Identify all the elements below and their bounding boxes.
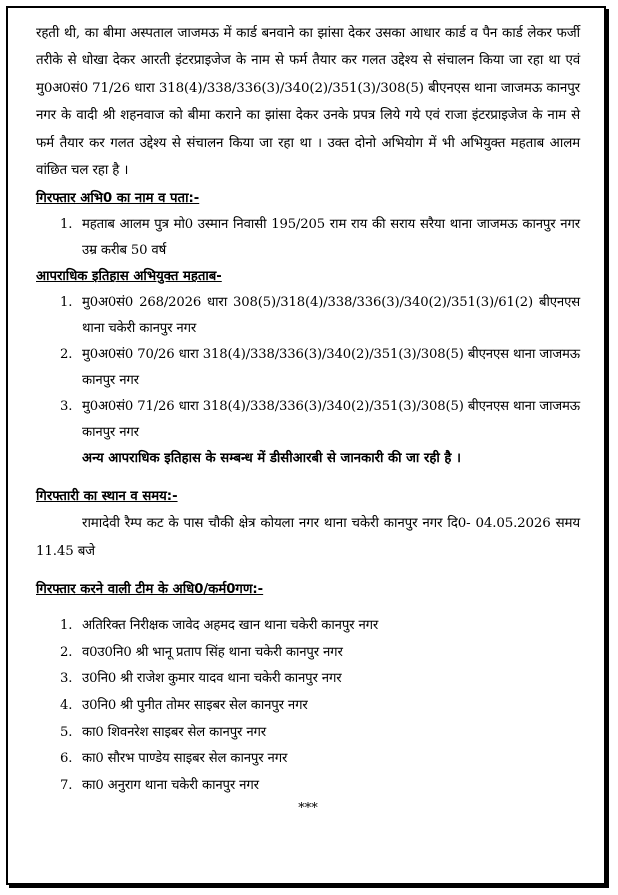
item-number: 1.: [60, 217, 73, 233]
history-list: [36, 290, 580, 446]
list-item: [36, 613, 580, 640]
arrested-list: [36, 212, 580, 264]
list-item: [36, 342, 580, 394]
place-text: रामादेवी रैम्प कट के पास चौकी क्षेत्र कोयला नगर थाना चकेरी कानपुर नगर दि0- 04.05.2026 समय 11.45 बजे: [36, 516, 580, 559]
item-number: 2.: [60, 347, 73, 363]
item-number: 1.: [60, 618, 73, 634]
item-number: 3.: [60, 671, 73, 687]
list-item: [36, 212, 580, 264]
document-content: [36, 20, 580, 819]
item-text: व0उ0नि0 श्री भानू प्रताप सिंह थाना चकेरी कानपुर नगर: [82, 644, 343, 660]
history-note: अन्य आपराधिक इतिहास के सम्बन्ध में डीसीआरबी से जानकारी की जा रही है ।: [82, 451, 461, 467]
arrested-heading: गिरफ्तार अभि0 का नाम व पता:-: [36, 191, 200, 207]
item-text: उ0नि0 श्री पुनीत तोमर साइबर सेल कानपुर नगर: [82, 698, 308, 714]
item-text: मु0अ0सं0 71/26 धारा 318(4)/338/336(3)/340(2)/351(3)/308(5) बीएनएस थाना जाजमऊ कानपुर नगर: [82, 399, 580, 441]
list-item: [36, 290, 580, 342]
item-number: 3.: [60, 399, 73, 415]
item-number: 7.: [60, 777, 73, 793]
list-item: [36, 640, 580, 667]
item-text: अतिरिक्त निरीक्षक जावेद अहमद खान थाना चकेरी कानपुर नगर: [82, 618, 379, 634]
place-heading: गिरफ्तारी का स्थान व समय:-: [36, 489, 178, 505]
item-text: का0 अनुराग थाना चकेरी कानपुर नगर: [82, 777, 259, 793]
item-text: का0 शिवनरेश साइबर सेल कानपुर नगर: [82, 724, 267, 740]
item-text: महताब आलम पुत्र मो0 उस्मान निवासी 195/205 राम राय की सराय सरैया थाना जाजमऊ कानपुर नगर उम्र करीब 50 वर्ष: [82, 217, 580, 259]
item-text: मु0अ0सं0 70/26 धारा 318(4)/338/336(3)/340(2)/351(3)/308(5) बीएनएस थाना जाजमऊ कानपुर नगर: [82, 347, 580, 389]
intro-paragraph: रहती थी, का बीमा अस्पताल जाजमऊ में कार्ड बनवाने का झांसा देकर उसका आधार कार्ड व पैन कार्ड लेकर फर्जी तरीके से धोखा देकर आरती इंटरप्राइजेज के नाम से फर्म तैयार कर गलत उद्देश्य से संचालन किया जा रहा था एवं मु0अ0सं0 71/26 धारा 318(4)/338/336(3)/340(2)/351(3)/308(5) बीएनएस थाना जाजमऊ कानपुर नगर के वादी श्री शहनवाज को बीमा कराने का झांसा देकर उनके प्रपत्र लिये गये एवं राजा इंटरप्राइजेज के नाम से फर्म तैयार कर गलत उद्देश्य से संचालन किया जा रहा था । उक्त दोनो अभियोग में भी अभियुक्त महताब आलम वांछित चल रहा है ।: [36, 26, 580, 179]
history-heading: आपराधिक इतिहास अभियुक्त महताब-: [36, 269, 222, 285]
item-number: 4.: [60, 698, 73, 714]
team-list: [36, 613, 580, 799]
team-heading: गिरफ्तार करने वाली टीम के अधि0/कर्म0गण:-: [36, 582, 264, 598]
item-text: उ0नि0 श्री राजेश कुमार यादव थाना चकेरी कानपुर नगर: [82, 671, 342, 687]
document-page: [6, 6, 606, 885]
item-number: 6.: [60, 751, 73, 767]
list-item: [36, 693, 580, 720]
list-item: [36, 720, 580, 747]
list-item: [36, 666, 580, 693]
item-text: का0 सौरभ पाण्डेय साइबर सेल कानपुर नगर: [82, 751, 288, 767]
item-number: 5.: [60, 724, 73, 740]
end-mark: ***: [298, 801, 318, 817]
list-item: [36, 394, 580, 446]
list-item: [36, 746, 580, 773]
item-number: 1.: [60, 295, 73, 311]
item-number: 2.: [60, 644, 73, 660]
list-item: [36, 773, 580, 800]
item-text: मु0अ0सं0 268/2026 धारा 308(5)/318(4)/338/336(3)/340(2)/351(3)/61(2) बीएनएस थाना चकेरी कानपुर नगर: [82, 295, 580, 337]
